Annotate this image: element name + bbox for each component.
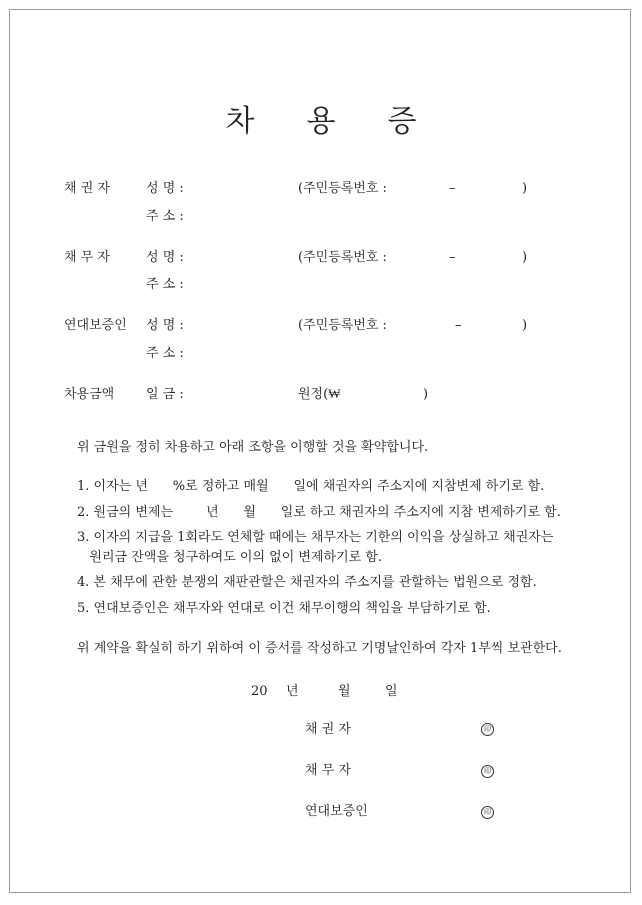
- guarantor-id-label: (주민등록번호 :: [298, 318, 387, 333]
- amount-label: 차용금액: [64, 387, 115, 402]
- date-month-label: 월: [338, 684, 351, 699]
- guarantor-address-label: 주 소 :: [146, 346, 184, 361]
- closing-text: 위 계약을 확실히 하기 위하여 이 증서를 작성하고 기명날인하여 각자 1부씩 보관한다.: [77, 641, 562, 656]
- date-prefix: 20: [251, 684, 268, 699]
- guarantor-role-label: 연대보증인: [64, 318, 127, 333]
- signature-guarantor-label: 연대보증인: [305, 804, 368, 819]
- signature-debtor-label: 채 무 자: [305, 763, 351, 778]
- document-title: [0, 96, 642, 140]
- amount-close: ): [423, 387, 429, 402]
- clause-5: 5. 연대보증인은 채무자와 연대로 이건 채무이행의 책임을 부담하기로 함.: [77, 601, 491, 616]
- debtor-id-label: (주민등록번호 :: [298, 250, 387, 265]
- date-year-label: 년: [286, 684, 299, 699]
- amount-won-text: 원정(₩: [298, 387, 341, 402]
- debtor-seal-icon: 印: [481, 765, 494, 778]
- clause-3: 3. 이자의 지급을 1회라도 연체할 때에는 채무자는 기한의 이익을 상실하고 채권자는: [77, 530, 554, 545]
- debtor-name-label: 성 명 :: [146, 250, 184, 265]
- clause-2: 2. 원금의 변제는 년 월 일로 하고 채권자의 주소지에 지참 변제하기로 함.: [77, 505, 561, 520]
- clause-4: 4. 본 채무에 관한 분쟁의 재판관할은 채권자의 주소지를 관할하는 법원으로 정함.: [77, 575, 537, 590]
- guarantor-name-label: 성 명 :: [146, 318, 184, 333]
- creditor-name-label: 성 명 :: [146, 181, 184, 196]
- creditor-id-dash: –: [449, 181, 456, 196]
- guarantor-id-close: ): [522, 318, 528, 333]
- creditor-address-label: 주 소 :: [146, 209, 184, 224]
- creditor-id-close: ): [522, 181, 528, 196]
- guarantor-id-dash: –: [455, 318, 462, 333]
- date-day-label: 일: [385, 684, 398, 699]
- creditor-id-label: (주민등록번호 :: [298, 181, 387, 196]
- debtor-address-label: 주 소 :: [146, 277, 184, 292]
- clause-1: 1. 이자는 년 %로 정하고 매월 일에 채권자의 주소지에 지참변제 하기로 함.: [77, 479, 545, 494]
- title-char-3: 증: [387, 104, 417, 139]
- guarantor-seal-icon: 印: [481, 806, 494, 819]
- title-char-1: 차: [225, 104, 255, 139]
- creditor-seal-icon: 印: [481, 723, 494, 736]
- debtor-role-label: 채 무 자: [64, 250, 110, 265]
- intro-text: 위 금원을 정히 차용하고 아래 조항을 이행할 것을 확약합니다.: [77, 440, 429, 455]
- amount-unit-label: 일 금 :: [146, 387, 184, 402]
- debtor-id-close: ): [522, 250, 528, 265]
- creditor-role-label: 채 권 자: [64, 181, 110, 196]
- signature-creditor-label: 채 권 자: [305, 722, 351, 737]
- clause-3-continued: 원리금 잔액을 청구하여도 이의 없이 변제하기로 함.: [77, 550, 383, 565]
- debtor-id-dash: –: [449, 250, 456, 265]
- title-char-2: 용: [306, 104, 336, 139]
